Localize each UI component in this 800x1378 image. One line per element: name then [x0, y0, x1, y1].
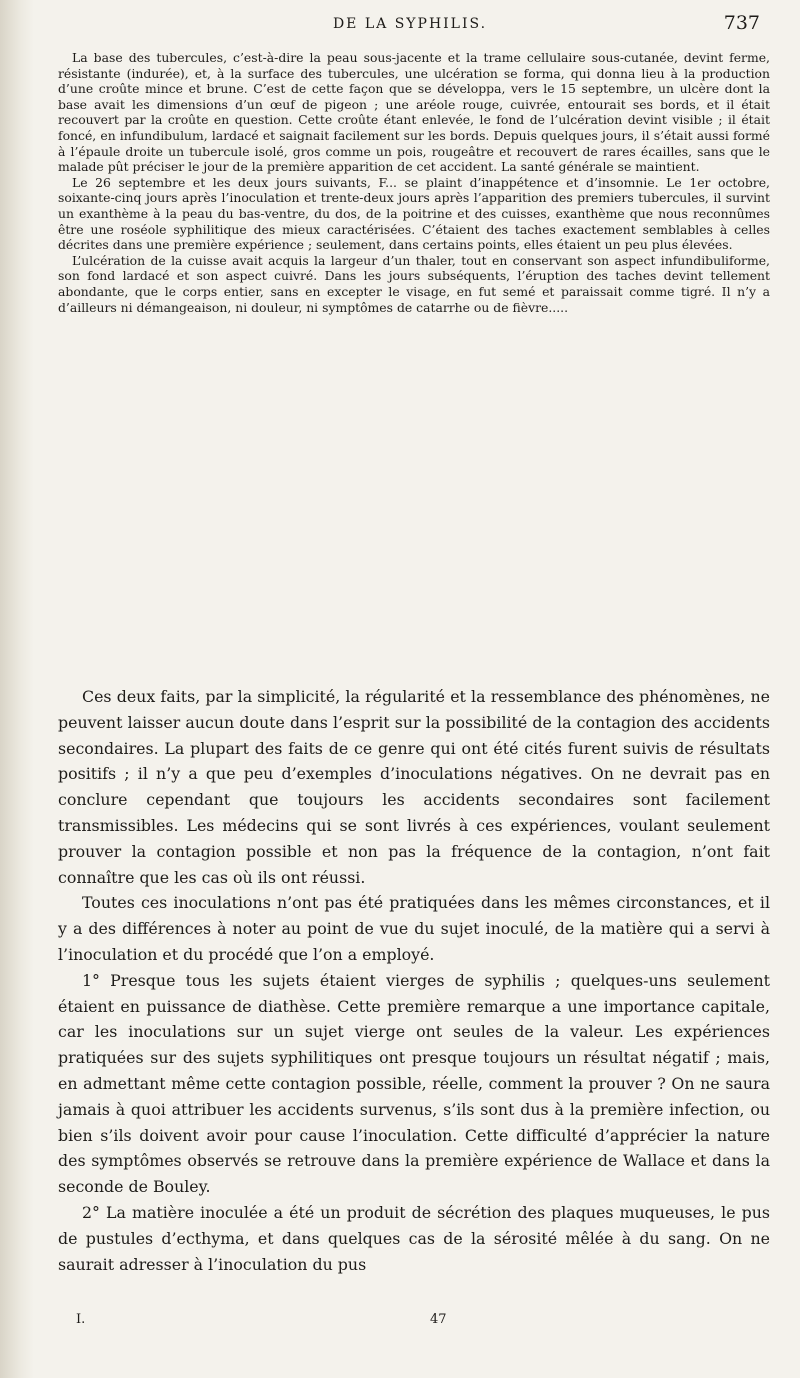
case-paragraph: La base des tubercules, c’est-à-dire la peau sous-jacente et la trame cellulaire sous-cutanée, devint ferme, résistante (indurée), et, à la surface des tubercules, une ulcération se forma, qui donna lieu à la production d’une croûte mince et brune. C’est de cette façon que se développa, vers le 15 septembre, un ulcère dont la base avait les dimensions d’un œuf de pigeon ; une aréole rouge, cuivrée, entourait ses bords, et il était recouvert par la croûte en question. Cette croûte étant enlevée, le fond de l’ulcération devint visible ; il était foncé, en infundibulum, lardacé et saignait facilement sur les bords. Depuis quelques jours, il s’était aussi formé à l’épaule droite un tubercule isolé, gros comme un pois, rougeâtre et recouvert de rares écailles, sans que le malade pût préciser le jour de la première apparition de cet accident. La santé générale se maintient.: [58, 50, 770, 175]
sheet-number: 47: [430, 1312, 447, 1327]
case-report-text: [58, 50, 770, 315]
main-body-text: [58, 684, 770, 1277]
case-paragraph: L’ulcération de la cuisse avait acquis la largeur d’un thaler, tout en conservant son aspect infundibuliforme, son fond lardacé et son aspect cuivré. Dans les jours subséquents, l’éruption des taches devint tellement abondante, que le corps entier, sans en excepter le visage, en fut semé et paraissait comme tigré. Il n’y a d’ailleurs ni démangeaison, ni douleur, ni symptômes de catarrhe ou de fièvre.....: [58, 252, 770, 315]
page-binding-shadow: [0, 0, 34, 1378]
signature-mark: I.: [76, 1312, 86, 1327]
body-paragraph: 1° Presque tous les sujets étaient vierges de syphilis ; quelques-uns seulement étaient en puissance de diathèse. Cette première remarque a une importance capitale, car les inoculations sur un sujet vierge ont seules de la valeur. Les expériences pratiquées sur des sujets syphilitiques ont presque toujours un résultat négatif ; mais, en admettant même cette contagion possible, réelle, comment la prouver ? On ne saura jamais à quoi attribuer les accidents survenus, s’ils sont dus à la première infection, ou bien s’ils doivent avoir pour cause l’inoculation. Cette difficulté d’apprécier la nature des symptômes observés se retrouve dans la première expérience de Wallace et dans la seconde de Bouley.: [58, 970, 770, 1197]
running-title: DE LA SYPHILIS.: [332, 16, 488, 32]
page-number: 737: [723, 12, 760, 34]
page-footer: [58, 1312, 770, 1332]
page-header: [60, 12, 760, 38]
body-paragraph: Ces deux faits, par la simplicité, la régularité et la ressemblance des phénomènes, ne peuvent laisser aucun doute dans l’esprit sur la possibilité de la contagion des accidents secondaires. La plupart des faits de ce genre qui ont été cités furent suivis de résultats positifs ; il n’y a que peu d’exemples d’inoculations négatives. On ne devrait pas en conclure cependant que toujours les accidents secondaires sont facilement transmissibles. Les médecins qui se sont livrés à ces expériences, voulant seulement prouver la contagion possible et non pas la fréquence de la contagion, n’ont fait connaître que les cas où ils ont réussi.: [58, 687, 770, 887]
body-paragraph: 2° La matière inoculée a été un produit de sécrétion des plaques muqueuses, le pus de pustules d’ecthyma, et dans quelques cas de la sérosité mêlée à du sang. On ne saurait adresser à l’inoculation du pus: [58, 1202, 770, 1274]
case-paragraph: Le 26 septembre et les deux jours suivants, F... se plaint d’inappétence et d’insomnie. Le 1er octobre, soixante-cinq jours après l’inoculation et trente-deux jours après l’apparition des premiers tubercules, il survint un exanthème à la peau du bas-ventre, du dos, de la poitrine et des cuisses, exanthème que nous reconnûmes être une roséole syphilitique des mieux caractérisées. C’étaient des taches exactement semblables à celles décrites dans une première expérience ; seulement, dans certains points, elles étaient un peu plus élevées.: [58, 174, 770, 253]
body-paragraph: Toutes ces inoculations n’ont pas été pratiquées dans les mêmes circonstances, et il y a des différences à noter au point de vue du sujet inoculé, de la matière qui a servi à l’inoculation et du procédé que l’on a employé.: [58, 893, 770, 964]
